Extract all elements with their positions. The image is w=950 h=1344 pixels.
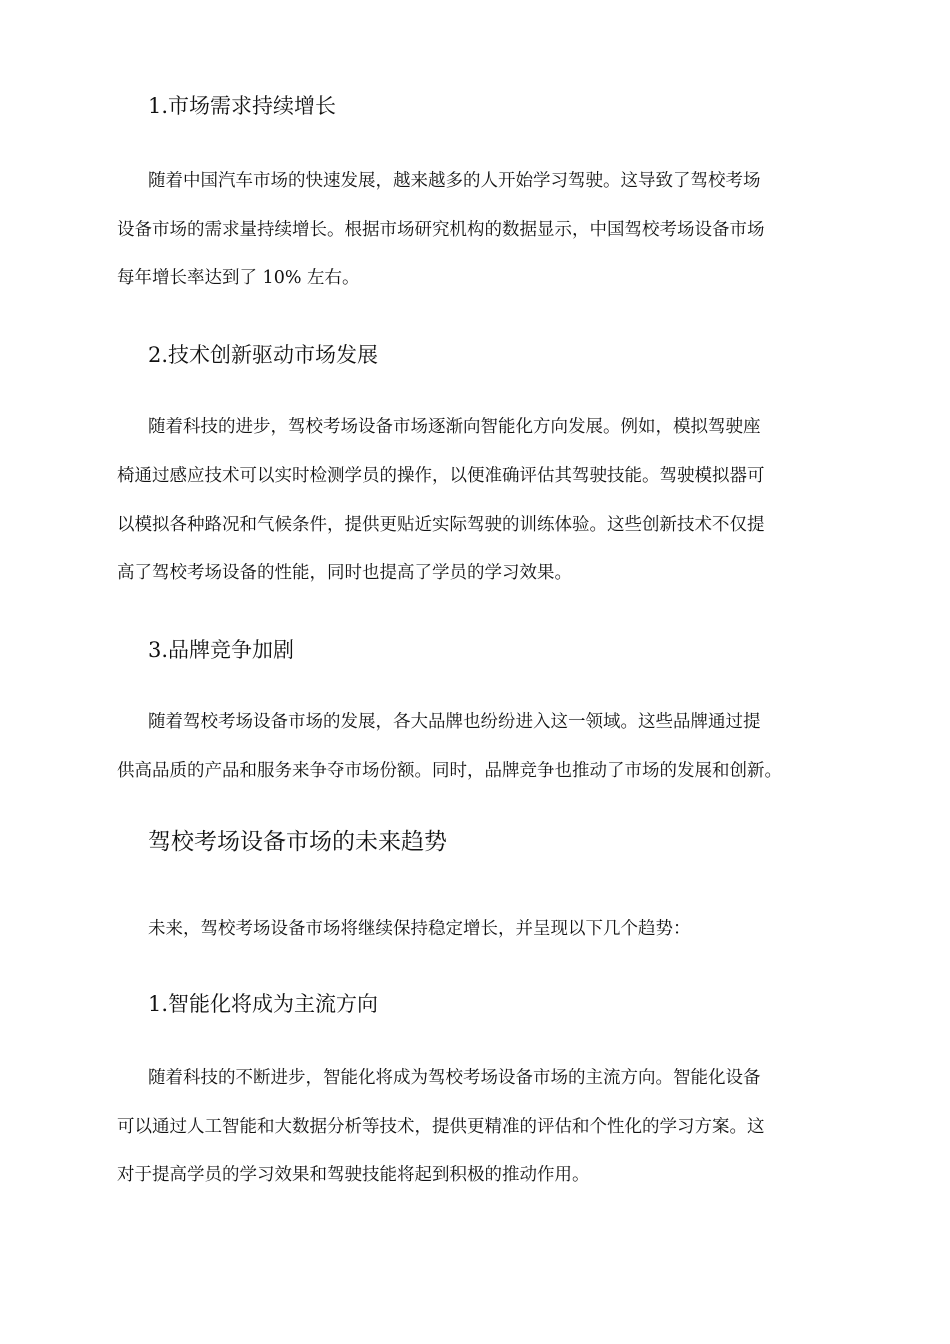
- paragraph-line: 设备市场的需求量持续增长。根据市场研究机构的数据显示，中国驾校考场设备市场: [117, 220, 765, 240]
- paragraph-line: 随着科技的进步，驾校考场设备市场逐渐向智能化方向发展。例如，模拟驾驶座: [148, 417, 761, 437]
- section-heading-brand-competition: 3.品牌竞争加剧: [148, 638, 295, 662]
- intro-paragraph: 未来，驾校考场设备市场将继续保持稳定增长，并呈现以下几个趋势：: [148, 919, 691, 939]
- section-heading-tech-innovation: 2.技术创新驱动市场发展: [148, 343, 379, 367]
- paragraph-line: 可以通过人工智能和大数据分析等技术，提供更精准的评估和个性化的学习方案。这: [117, 1117, 765, 1137]
- paragraph-line: 椅通过感应技术可以实时检测学员的操作，以便准确评估其驾驶技能。驾驶模拟器可: [117, 466, 765, 486]
- section-heading-market-demand: 1.市场需求持续增长: [148, 94, 337, 118]
- paragraph-line: 随着科技的不断进步，智能化将成为驾校考场设备市场的主流方向。智能化设备: [148, 1068, 761, 1088]
- page-section-title-future-trends: 驾校考场设备市场的未来趋势: [148, 829, 447, 855]
- section-heading-intelligence: 1.智能化将成为主流方向: [148, 992, 379, 1016]
- paragraph-line: 以模拟各种路况和气候条件，提供更贴近实际驾驶的训练体验。这些创新技术不仅提: [117, 515, 765, 535]
- paragraph-line: 供高品质的产品和服务来争夺市场份额。同时，品牌竞争也推动了市场的发展和创新。: [117, 761, 782, 781]
- paragraph-line: 随着驾校考场设备市场的发展，各大品牌也纷纷进入这一领域。这些品牌通过提: [148, 712, 761, 732]
- paragraph-line: 随着中国汽车市场的快速发展，越来越多的人开始学习驾驶。这导致了驾校考场: [148, 171, 761, 191]
- paragraph-line: 高了驾校考场设备的性能，同时也提高了学员的学习效果。: [117, 563, 572, 583]
- paragraph-line: 对于提高学员的学习效果和驾驶技能将起到积极的推动作用。: [117, 1165, 590, 1185]
- paragraph-line: 每年增长率达到了 10% 左右。: [117, 268, 360, 288]
